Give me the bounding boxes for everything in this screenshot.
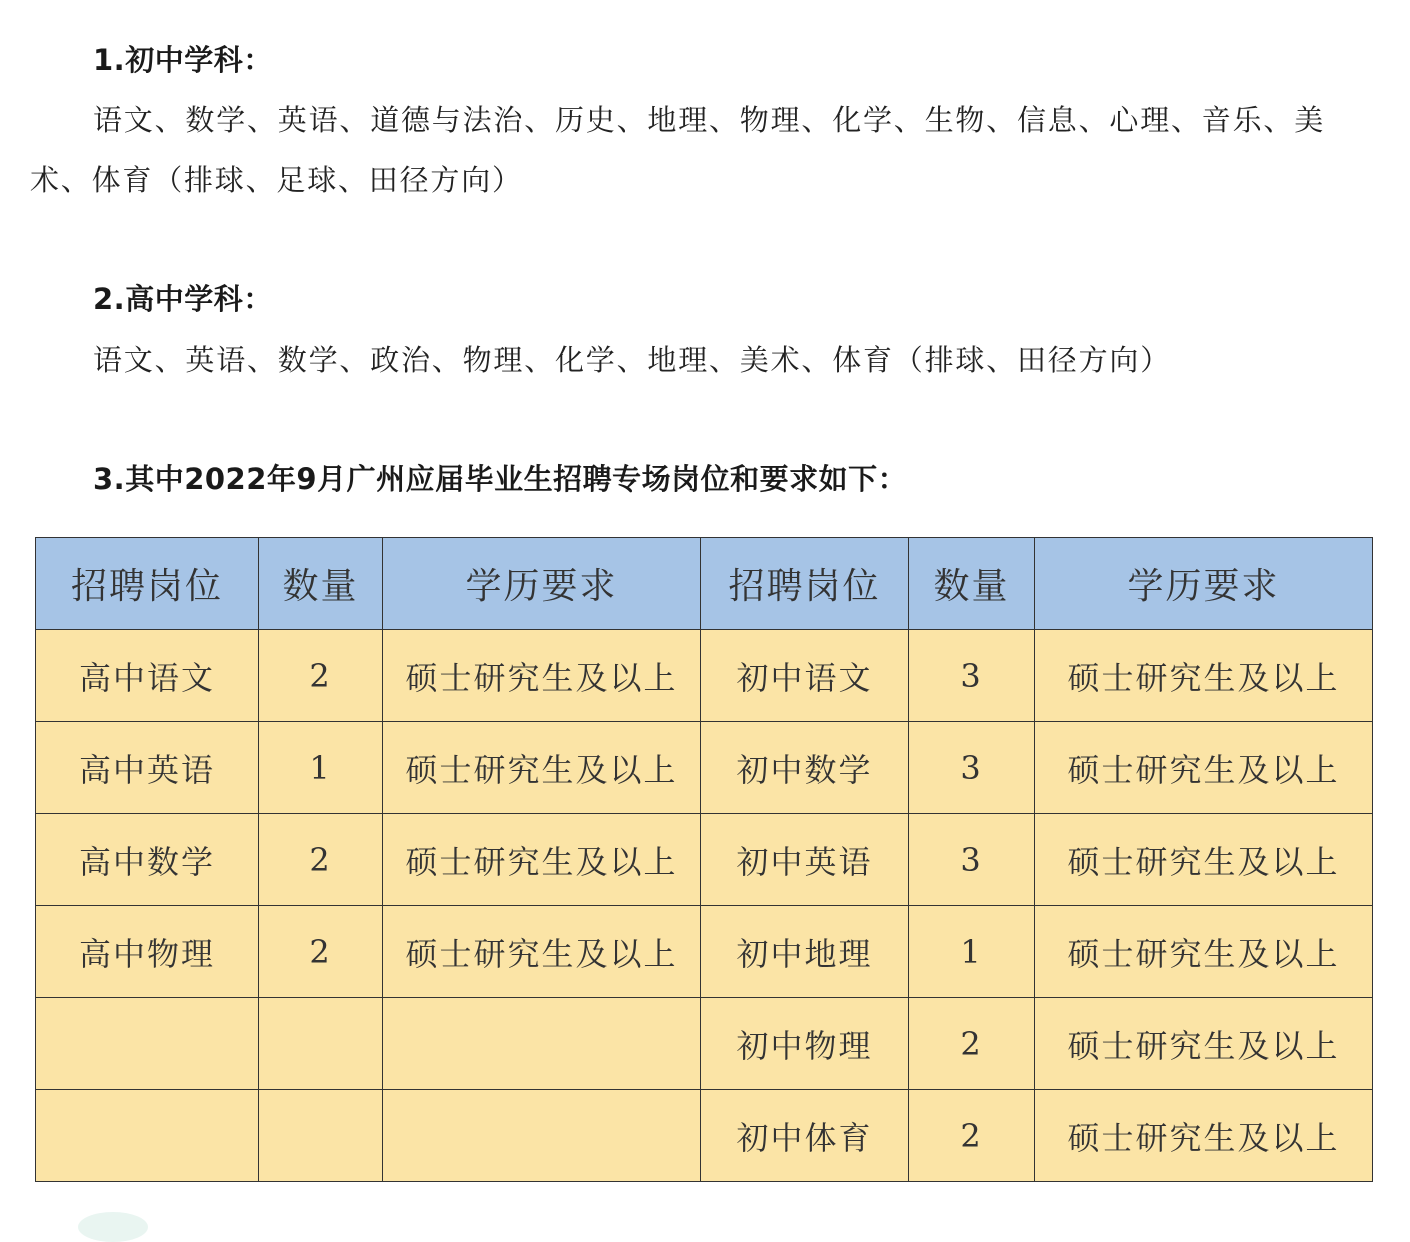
header-quantity: 数量 [909, 538, 1035, 630]
section2-heading: 2.高中学科： [93, 282, 273, 316]
cell-education: 硕士研究生及以上 [1035, 722, 1373, 814]
table-row [36, 722, 1373, 814]
cell-education: 硕士研究生及以上 [383, 906, 701, 998]
cell-quantity: 2 [259, 906, 383, 998]
section1-text-line1: 语文、数学、英语、道德与法治、历史、地理、物理、化学、生物、信息、心理、音乐、美 [93, 103, 1326, 137]
cell-quantity [259, 998, 383, 1090]
header-quantity: 数量 [259, 538, 383, 630]
cell-quantity: 2 [259, 814, 383, 906]
section3-heading: 3.其中2022年9月广州应届毕业生招聘专场岗位和要求如下： [93, 462, 908, 496]
header-position: 招聘岗位 [36, 538, 259, 630]
cell-quantity: 2 [909, 998, 1035, 1090]
cell-education: 硕士研究生及以上 [383, 722, 701, 814]
cell-quantity: 3 [909, 630, 1035, 722]
header-education: 学历要求 [383, 538, 701, 630]
cell-quantity: 3 [909, 722, 1035, 814]
cell-position: 初中英语 [701, 814, 909, 906]
table-row [36, 906, 1373, 998]
cell-position [36, 998, 259, 1090]
cell-quantity: 3 [909, 814, 1035, 906]
table-row [36, 814, 1373, 906]
table-row [36, 998, 1373, 1090]
cell-education [383, 998, 701, 1090]
cell-position: 初中地理 [701, 906, 909, 998]
header-education: 学历要求 [1035, 538, 1373, 630]
cell-position: 高中物理 [36, 906, 259, 998]
cell-quantity [259, 1090, 383, 1182]
cell-education: 硕士研究生及以上 [1035, 906, 1373, 998]
recruitment-table-wrapper [35, 537, 1372, 1178]
header-position: 招聘岗位 [701, 538, 909, 630]
section2-text-line1: 语文、英语、数学、政治、物理、化学、地理、美术、体育（排球、田径方向） [93, 343, 1172, 377]
cell-education: 硕士研究生及以上 [1035, 630, 1373, 722]
cell-education [383, 1090, 701, 1182]
cell-position: 高中英语 [36, 722, 259, 814]
cell-quantity: 1 [259, 722, 383, 814]
cell-quantity: 1 [909, 906, 1035, 998]
decorative-bubble [78, 1212, 148, 1242]
cell-education: 硕士研究生及以上 [1035, 1090, 1373, 1182]
cell-quantity: 2 [259, 630, 383, 722]
cell-position: 初中数学 [701, 722, 909, 814]
cell-education: 硕士研究生及以上 [1035, 814, 1373, 906]
cell-education: 硕士研究生及以上 [383, 630, 701, 722]
section1-text-line2: 术、体育（排球、足球、田径方向） [30, 163, 523, 197]
cell-position: 高中数学 [36, 814, 259, 906]
cell-position: 初中物理 [701, 998, 909, 1090]
table-header-row [36, 538, 1373, 630]
cell-education: 硕士研究生及以上 [383, 814, 701, 906]
cell-position: 高中语文 [36, 630, 259, 722]
cell-position [36, 1090, 259, 1182]
cell-education: 硕士研究生及以上 [1035, 998, 1373, 1090]
section1-heading: 1.初中学科： [93, 43, 273, 77]
cell-position: 初中体育 [701, 1090, 909, 1182]
table-row [36, 1090, 1373, 1182]
cell-quantity: 2 [909, 1090, 1035, 1182]
table-row [36, 630, 1373, 722]
recruitment-table [35, 537, 1373, 1182]
cell-position: 初中语文 [701, 630, 909, 722]
